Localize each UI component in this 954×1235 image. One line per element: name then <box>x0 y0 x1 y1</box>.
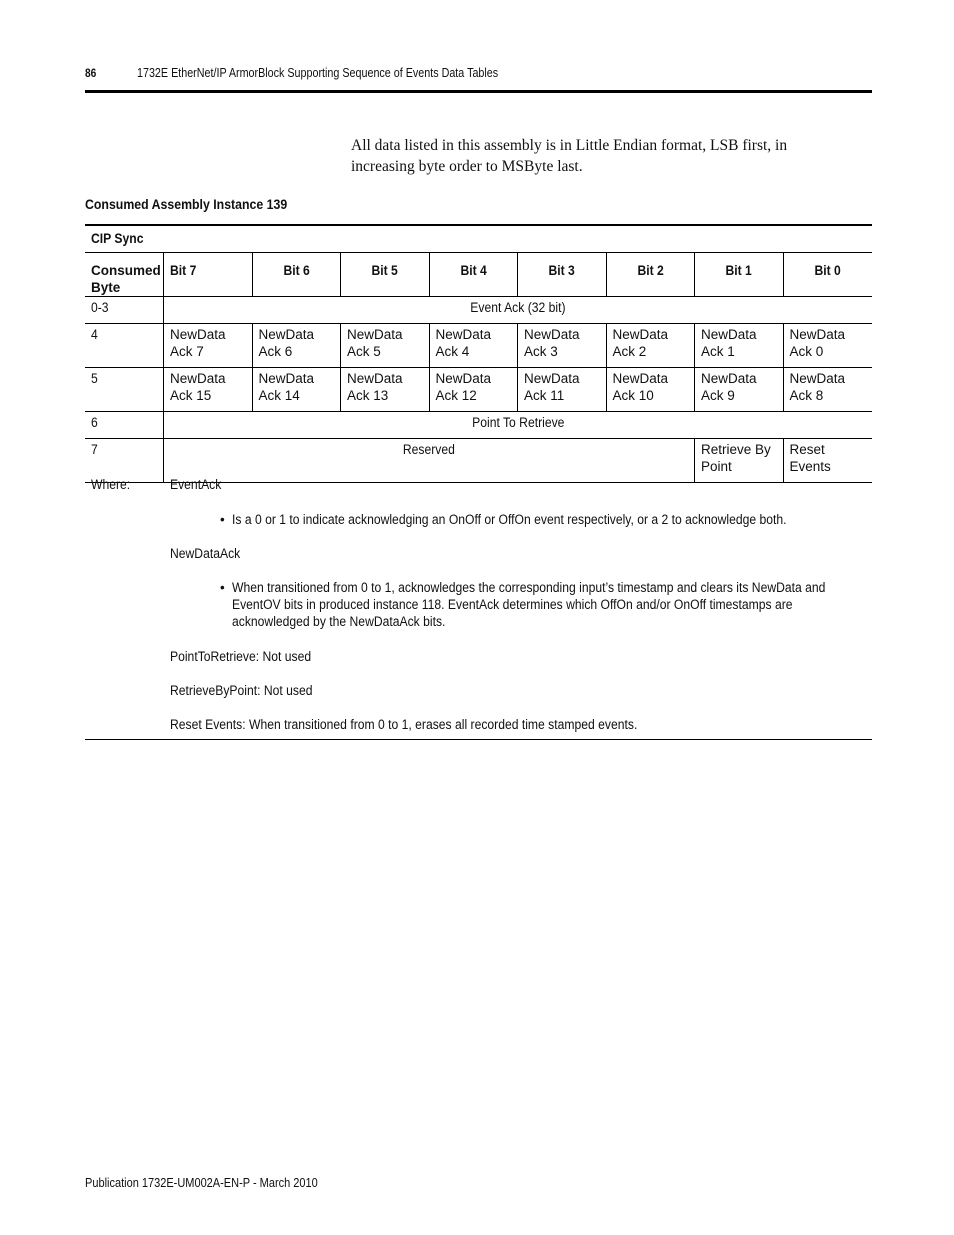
bit-cell: NewData Ack 3 <box>518 324 607 367</box>
bit-cell: NewData Ack 13 <box>341 368 430 411</box>
page-number: 86 <box>85 66 97 80</box>
table-notes <box>85 474 872 740</box>
byte-cell: 4 <box>85 324 164 367</box>
event-ack-description: • Is a 0 or 1 to indicate acknowledging an OnOff or OffOn event respectively, or a 2 to acknowledge both. <box>220 512 787 527</box>
point-to-retrieve-cell: Point To Retrieve <box>471 415 565 430</box>
intro-paragraph: All data listed in this assembly is in Little Endian format, LSB first, in increasing byte order to MSByte last. <box>351 137 788 175</box>
bit-cell: NewData Ack 15 <box>164 368 253 411</box>
table-row <box>85 368 872 412</box>
table-group-row <box>85 226 872 253</box>
col-bit-3: Bit 3 <box>518 253 607 296</box>
col-bit-2: Bit 2 <box>607 253 696 296</box>
retrieve-by-point-note: RetrieveByPoint: Not used <box>170 683 313 698</box>
header-title: 1732E EtherNet/IP ArmorBlock Supporting Sequence of Events Data Tables <box>137 66 499 80</box>
bit-cell: NewData Ack 8 <box>789 371 846 403</box>
retrieve-by-point-cell: Retrieve By Point <box>695 439 784 482</box>
byte-cell: 7 <box>85 439 164 482</box>
page-footer: Publication 1732E-UM002A-EN-P - March 2010 <box>85 1176 318 1190</box>
new-data-ack-description: • When transitioned from 0 to 1, acknowledges the corresponding input’s timestamp and clears its NewData and EventOV bits in produced instance 118. EventAck determines which OffOn and/or OnOff timestamps are acknowledged by the NewDataAck bits. <box>220 580 826 629</box>
bullet-icon: • <box>220 512 225 527</box>
point-to-retrieve-note: PointToRetrieve: Not used <box>170 649 312 664</box>
bit-cell: NewData Ack 1 <box>695 324 784 367</box>
bit-cell: NewData Ack 2 <box>607 324 696 367</box>
bit-cell: NewData Ack 10 <box>607 368 696 411</box>
col-bit-6: Bit 6 <box>253 253 342 296</box>
bit-cell: NewData Ack 11 <box>518 368 607 411</box>
col-consumed-byte: Consumed Byte <box>85 253 164 296</box>
page-header <box>85 66 872 93</box>
table-caption: Consumed Assembly Instance 139 <box>85 196 288 212</box>
table-row <box>85 297 872 324</box>
col-bit-5: Bit 5 <box>341 253 430 296</box>
where-label: Where: <box>91 477 131 492</box>
bullet-icon: • <box>220 580 225 595</box>
reset-events-cell: Reset Events <box>789 442 831 474</box>
table-row <box>85 324 872 368</box>
bit-cell: NewData Ack 7 <box>164 324 253 367</box>
table-header-row <box>85 253 872 297</box>
col-bit-0: Bit 0 <box>814 263 841 278</box>
byte-cell: 6 <box>85 412 164 438</box>
group-label: CIP Sync <box>91 231 144 246</box>
byte-cell: 5 <box>85 368 164 411</box>
table-row <box>85 412 872 439</box>
event-ack-term: EventAck <box>170 477 222 492</box>
col-bit-7: Bit 7 <box>164 253 253 296</box>
reserved-cell: Reserved <box>164 439 695 482</box>
bit-cell: NewData Ack 9 <box>695 368 784 411</box>
bit-cell: NewData Ack 4 <box>430 324 519 367</box>
col-bit-4: Bit 4 <box>430 253 519 296</box>
bit-cell: NewData Ack 12 <box>430 368 519 411</box>
bit-cell: NewData Ack 5 <box>341 324 430 367</box>
new-data-ack-term: NewDataAck <box>170 546 241 561</box>
bit-cell: NewData Ack 14 <box>253 368 342 411</box>
col-bit-1: Bit 1 <box>695 253 784 296</box>
byte-cell: 0-3 <box>85 297 164 323</box>
event-ack-cell: Event Ack (32 bit) <box>470 300 566 315</box>
bit-cell: NewData Ack 6 <box>253 324 342 367</box>
assembly-table <box>85 224 872 483</box>
reset-events-note: Reset Events: When transitioned from 0 to 1, erases all recorded time stamped events. <box>170 717 638 732</box>
bit-cell: NewData Ack 0 <box>789 327 846 359</box>
